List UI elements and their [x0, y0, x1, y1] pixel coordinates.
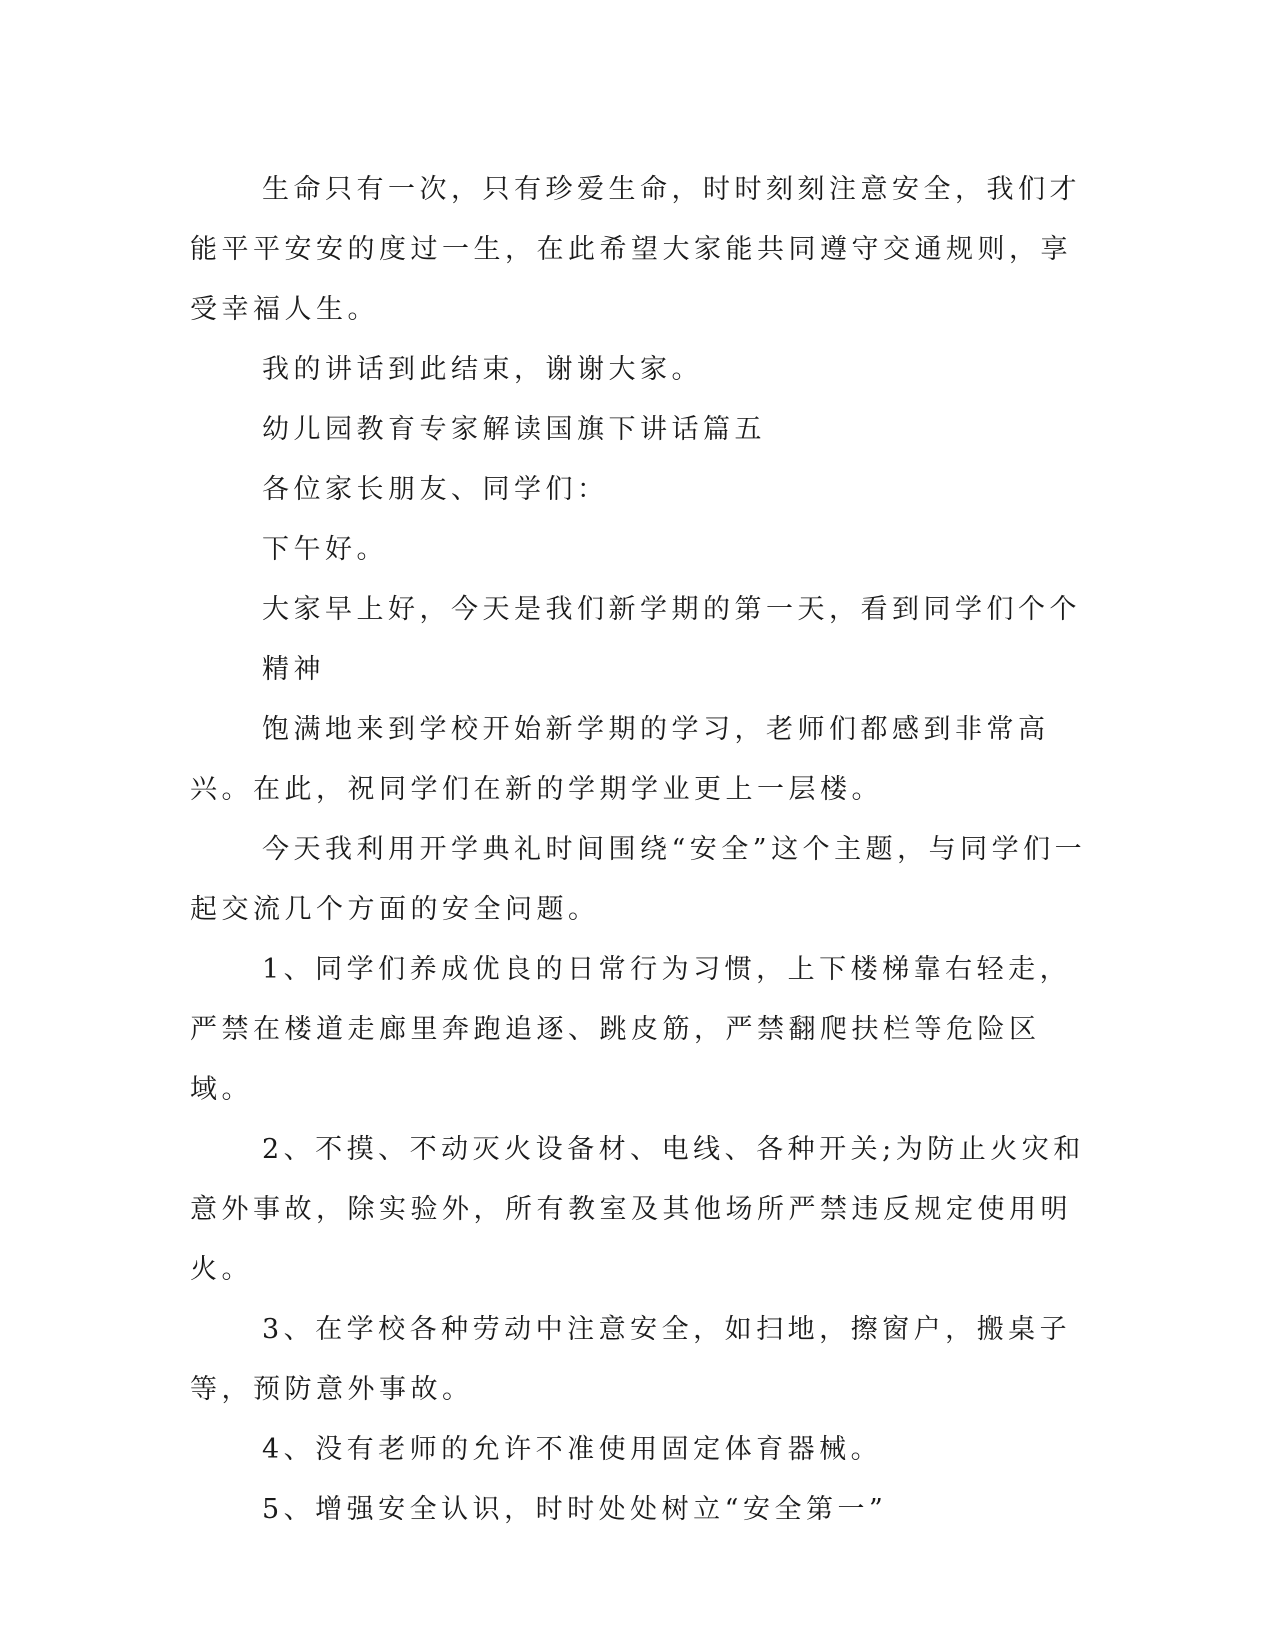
list-item-1: 1、同学们养成优良的日常行为习惯，上下楼梯靠右轻走，严禁在楼道走廊里奔跑追逐、跳皮筋，严禁翻爬扶栏等危险区域。	[190, 954, 1072, 1105]
document-page	[190, 160, 1090, 1540]
paragraph-greeting: 下午好。	[262, 534, 388, 565]
section-heading: 幼儿园教育专家解读国旗下讲话篇五	[262, 414, 766, 445]
list-item-3: 3、在学校各种劳动中注意安全，如扫地，擦窗户，搬桌子等，预防意外事故。	[190, 1314, 1072, 1405]
paragraph-salutation: 各位家长朋友、同学们：	[262, 474, 609, 505]
paragraph-life-safety: 生命只有一次，只有珍爱生命，时时刻刻注意安全，我们才能平平安安的度过一生，在此希望大家能共同遵守交通规则，享受幸福人生。	[190, 174, 1081, 325]
list-item-2: 2、不摸、不动灭火设备材、电线、各种开关;为防止火灾和意外事故，除实验外，所有教室及其他场所严禁违反规定使用明火。	[190, 1134, 1085, 1285]
paragraph-speech-end: 我的讲话到此结束，谢谢大家。	[262, 354, 703, 385]
paragraph-new-semester: 饱满地来到学校开始新学期的学习，老师们都感到非常高兴。在此，祝同学们在新的学期学业更上一层楼。	[190, 714, 1050, 805]
list-item-4: 4、没有老师的允许不准使用固定体育器械。	[262, 1434, 883, 1465]
paragraph-safety-theme: 今天我利用开学典礼时间围绕“安全”这个主题，与同学们一起交流几个方面的安全问题。	[190, 834, 1087, 925]
paragraph-morning-greeting: 大家早上好，今天是我们新学期的第一天，看到同学们个个	[262, 594, 1081, 625]
list-item-5: 5、增强安全认识，时时处处树立“安全第一”	[262, 1494, 888, 1525]
paragraph-spirit: 精神	[262, 654, 325, 685]
